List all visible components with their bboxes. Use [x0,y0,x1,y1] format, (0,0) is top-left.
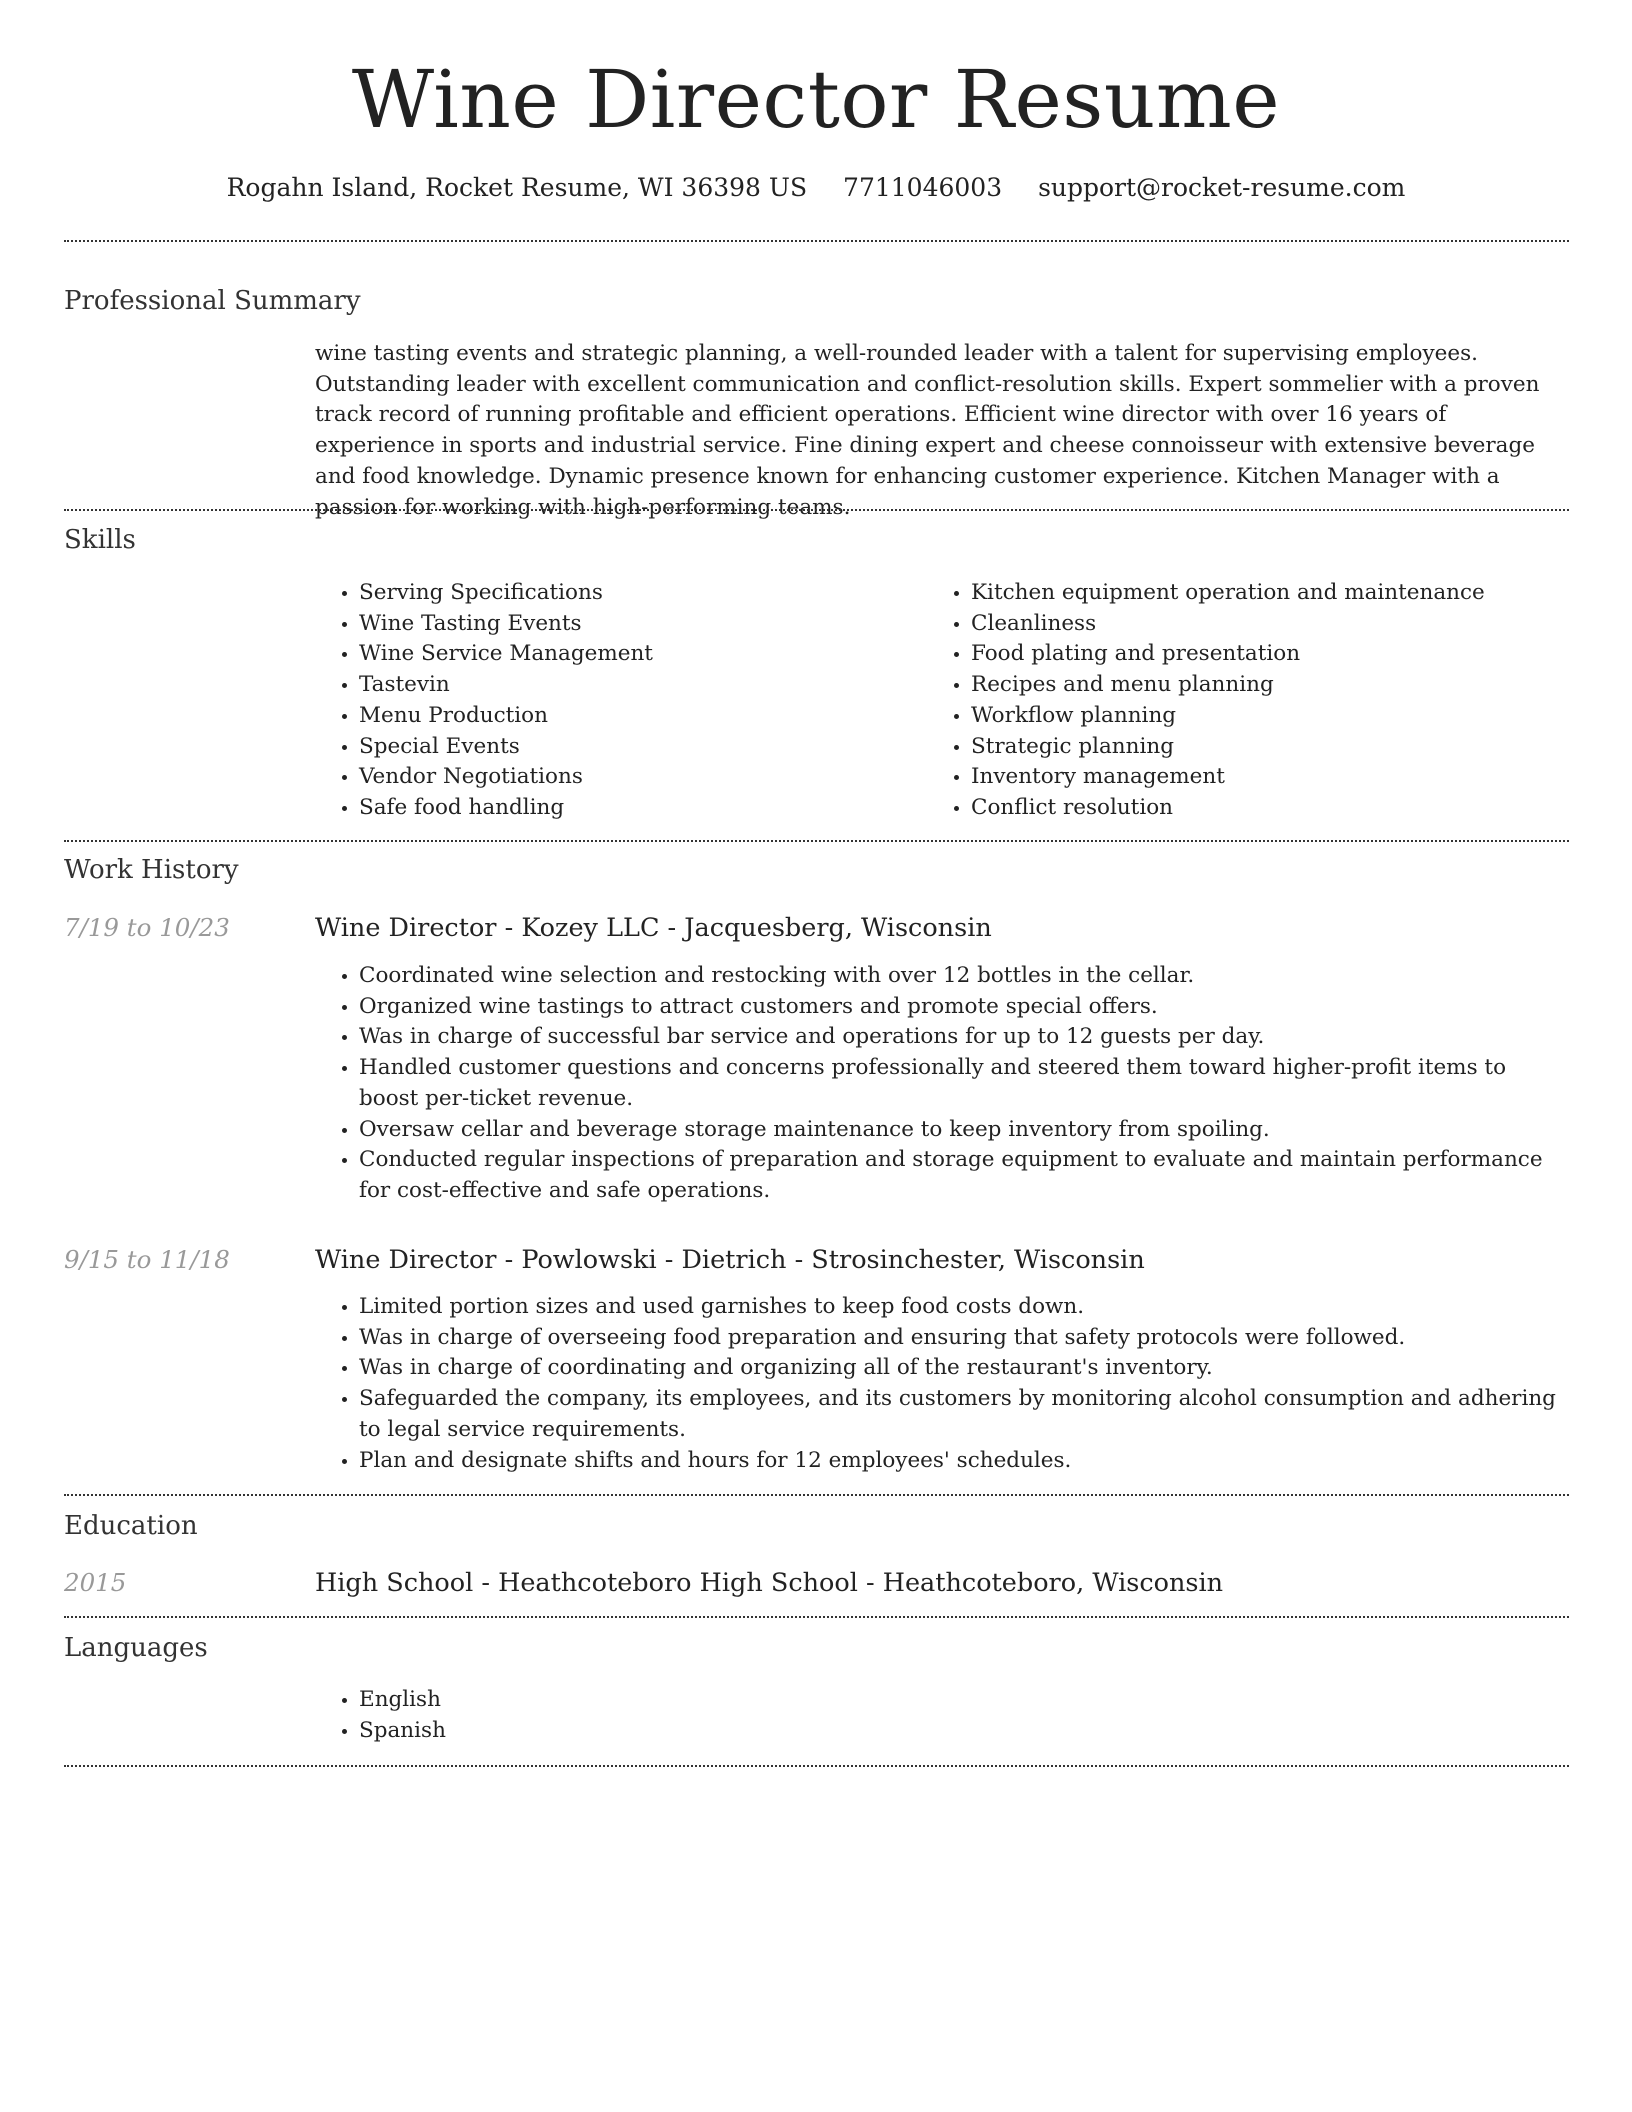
skill-item: • Serving Specifications [359,578,919,609]
skills-list-left [315,578,919,824]
skill-item: • Safe food handling [359,793,919,824]
education-title: High School - Heathcoteboro High School - Heathcoteboro, Wisconsin [315,1568,1224,1598]
education-heading: Education [64,1511,198,1541]
job-bullets [315,961,1570,1207]
work-heading: Work History [64,855,239,885]
resume-title: Wine Director Resume [351,53,1281,146]
skill-item: • Kitchen equipment operation and maintenance [971,578,1591,609]
skills-list-right [927,578,1591,824]
job-bullet: • Safeguarded the company, its employees, and its customers by monitoring alcohol consumption and adhering to legal service requirements. [359,1384,1570,1445]
divider [64,1765,1569,1767]
skill-item: • Cleanliness [971,609,1591,640]
skill-item: • Inventory management [971,762,1591,793]
job-bullet: • Was in charge of coordinating and organizing all of the restaurant's inventory. [359,1353,1570,1384]
language-item: • English [359,1685,919,1716]
skill-item: • Special Events [359,732,919,763]
divider [64,240,1569,242]
contact-phone: 7711046003 [843,173,1003,202]
skill-item: • Strategic planning [971,732,1591,763]
skill-item: • Wine Tasting Events [359,609,919,640]
divider [64,509,1569,511]
job-bullets [315,1292,1570,1476]
skills-heading: Skills [64,525,136,555]
job-dates: 9/15 to 11/18 [64,1245,230,1274]
skill-item: • Tastevin [359,670,919,701]
contact-line [0,170,1632,206]
job-title: Wine Director - Kozey LLC - Jacquesberg, Wisconsin [315,913,992,943]
language-item: • Spanish [359,1716,919,1747]
contact-email: support@rocket-resume.com [1038,173,1406,202]
job-dates: 7/19 to 10/23 [64,913,230,942]
job-bullet: • Was in charge of overseeing food preparation and ensuring that safety protocols were followed. [359,1323,1570,1354]
skill-item: • Workflow planning [971,701,1591,732]
skill-item: • Conflict resolution [971,793,1591,824]
job-title: Wine Director - Powlowski - Dietrich - Strosinchester, Wisconsin [315,1245,1145,1275]
skill-item: • Food plating and presentation [971,639,1591,670]
job-bullet: • Coordinated wine selection and restocking with over 12 bottles in the cellar. [359,961,1570,992]
job-bullet: • Organized wine tastings to attract customers and promote special offers. [359,992,1570,1023]
skill-item: • Menu Production [359,701,919,732]
job-bullet: • Was in charge of successful bar service and operations for up to 12 guests per day. [359,1022,1570,1053]
skill-item: • Wine Service Management [359,639,919,670]
skill-item: • Recipes and menu planning [971,670,1591,701]
skill-item: • Vendor Negotiations [359,762,919,793]
divider [64,1494,1569,1496]
job-bullet: • Plan and designate shifts and hours for 12 employees' schedules. [359,1446,1570,1477]
divider [64,840,1569,842]
job-bullet: • Handled customer questions and concerns professionally and steered them toward higher-profit items to boost per-ticket revenue. [359,1053,1570,1114]
divider [64,1616,1569,1618]
summary-text: wine tasting events and strategic planning, a well-rounded leader with a talent for supervising employees. Outstanding leader with excellent communication and conflict-resolution skills. Expert sommelier with a proven track record of running profitable and efficient operations. Efficient wine director with over 16 years of experience in sports and industrial service. Fine dining expert and cheese connoisseur with extensive beverage and food knowledge. Dynamic presence known for enhancing customer experience. Kitchen Manager with a passion for working with high-performing teams. [315,341,1540,520]
summary-heading: Professional Summary [64,286,361,316]
job-bullet: • Oversaw cellar and beverage storage maintenance to keep inventory from spoiling. [359,1115,1570,1146]
education-year: 2015 [64,1568,127,1597]
job-bullet: • Limited portion sizes and used garnishes to keep food costs down. [359,1292,1570,1323]
contact-address: Rogahn Island, Rocket Resume, WI 36398 US [226,173,808,202]
languages-list [315,1685,919,1746]
job-bullet: • Conducted regular inspections of preparation and storage equipment to evaluate and maintain performance for cost-effective and safe operations. [359,1145,1570,1206]
languages-heading: Languages [64,1633,208,1663]
